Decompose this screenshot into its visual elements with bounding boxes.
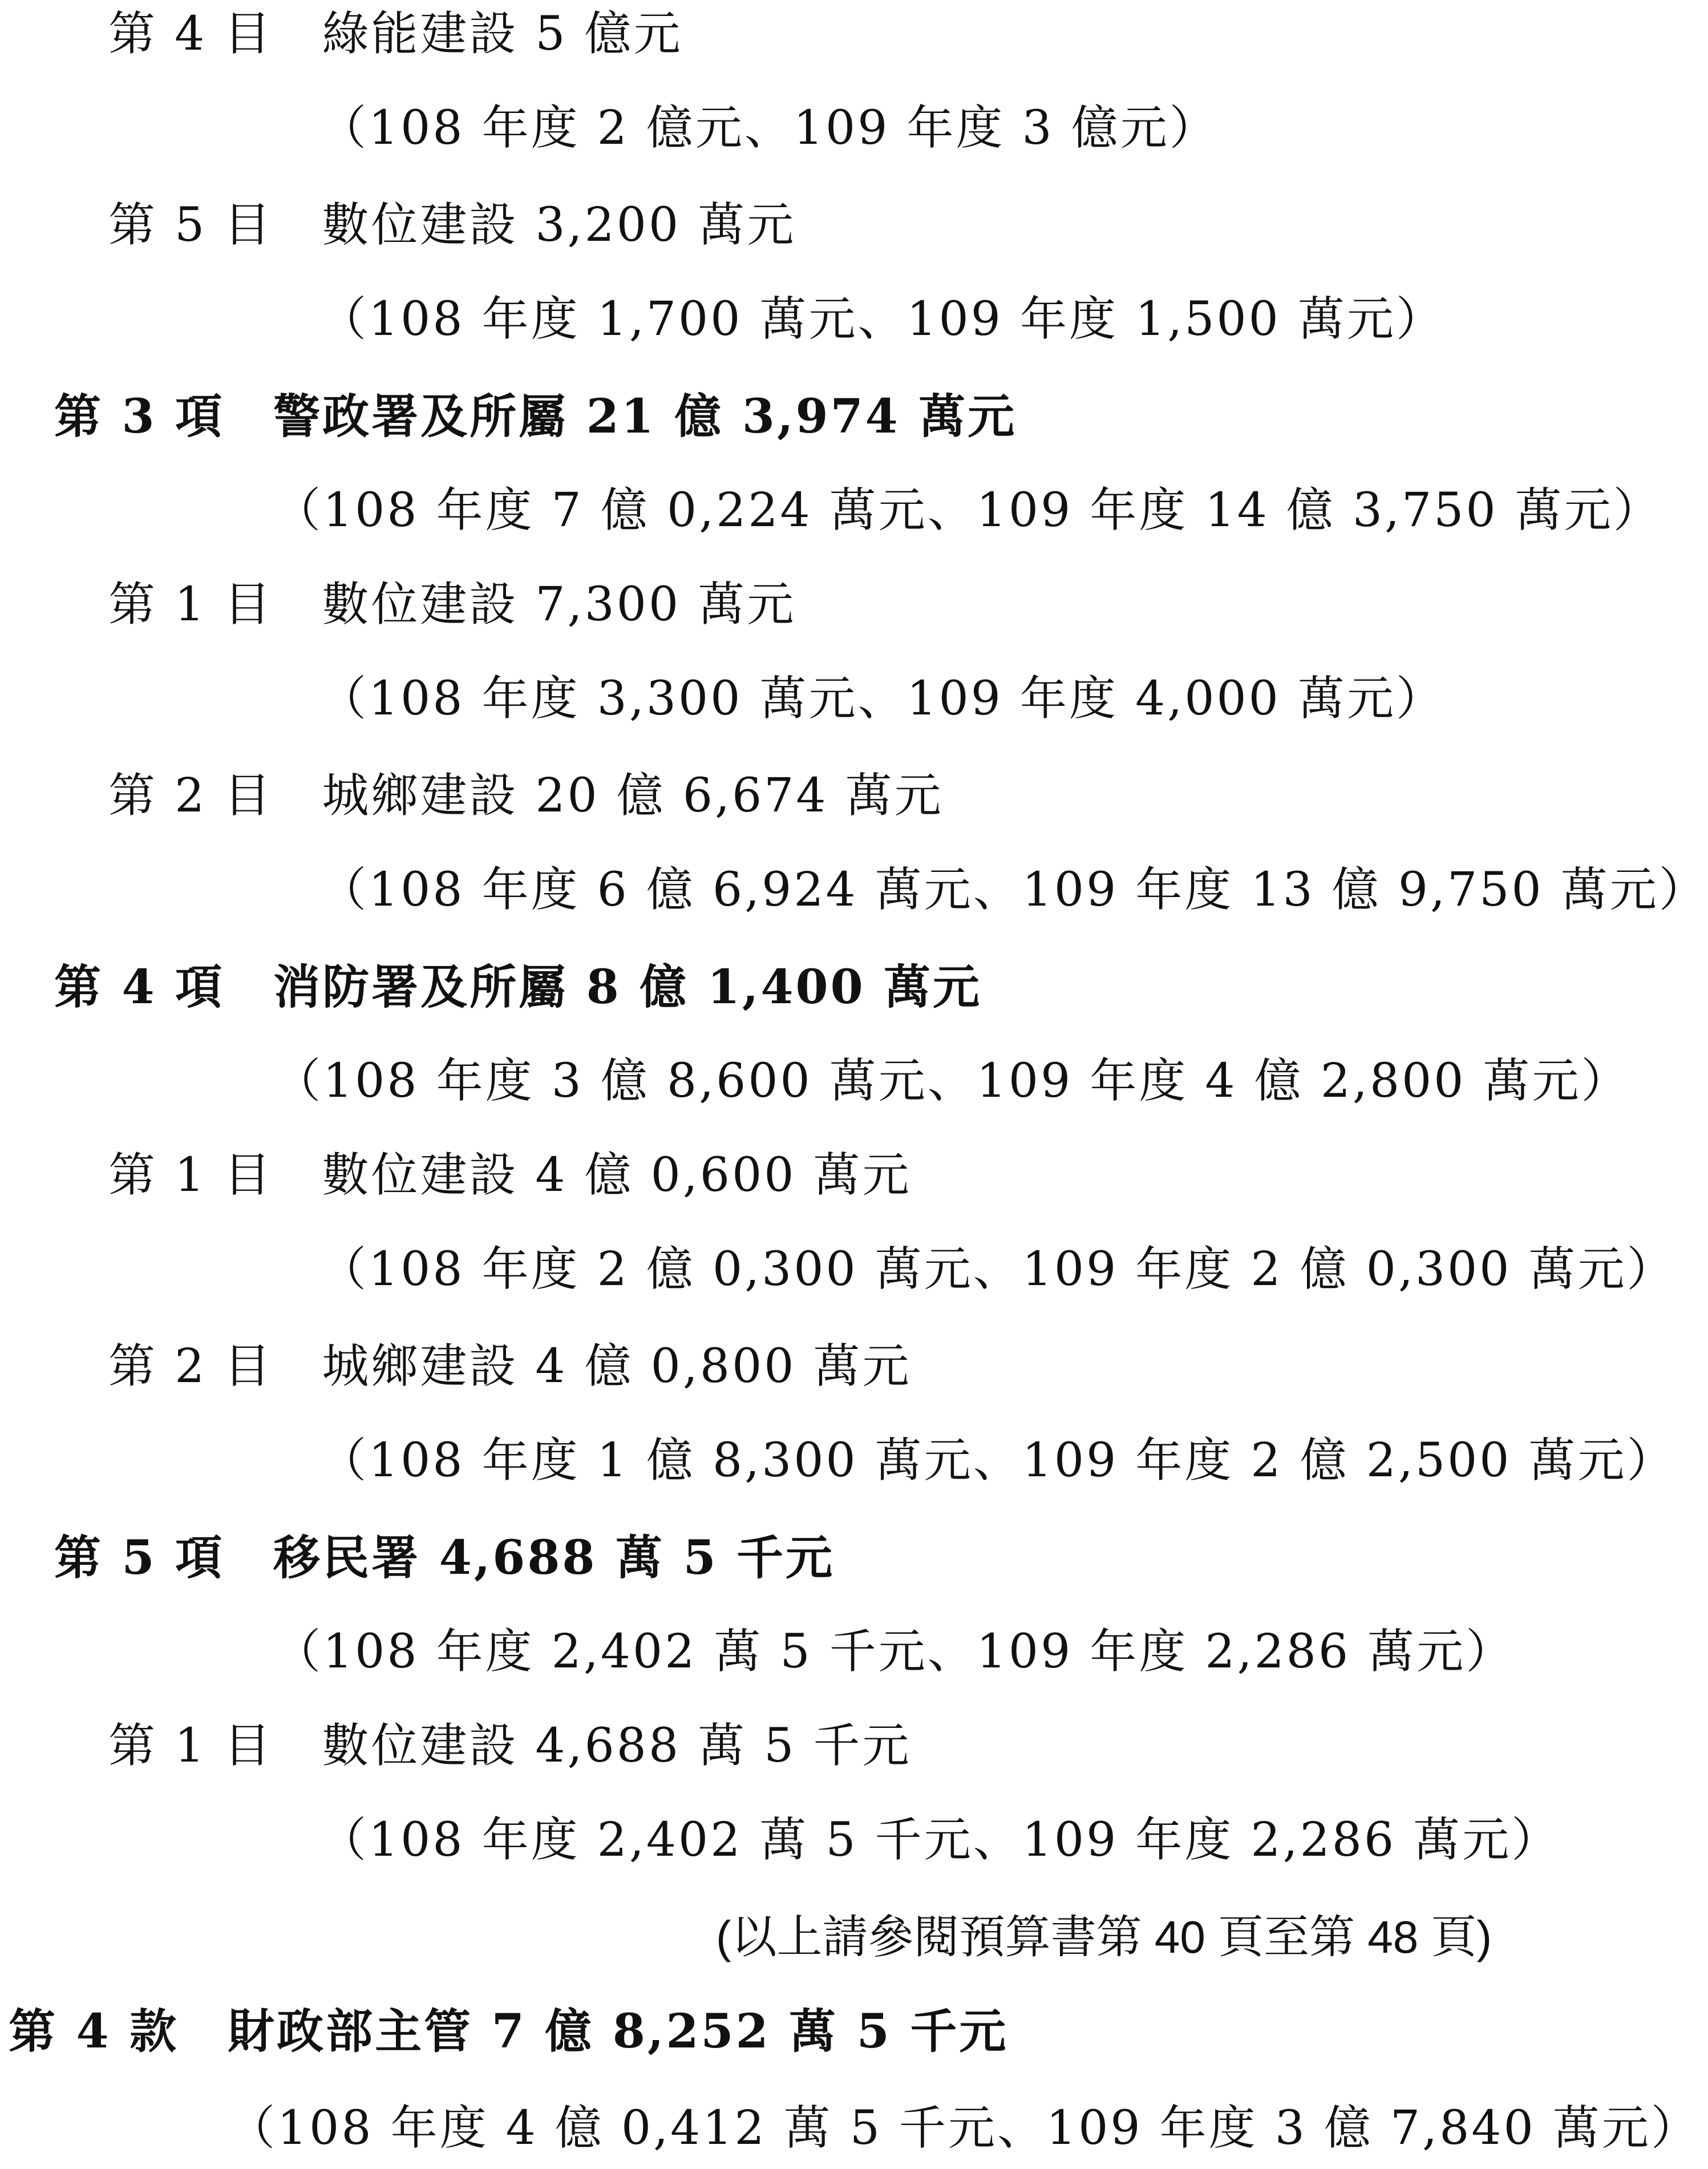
- item-4-green-energy: [108, 6, 683, 63]
- breakdown-text: （108 年度 2 億元、109 年度 3 億元）: [319, 101, 1219, 155]
- section-heading: 第 4 項: [54, 960, 225, 1015]
- breakdown-text: （108 年度 2,402 萬 5 千元、109 年度 2,286 萬元）: [319, 1813, 1561, 1867]
- section-4-item-2: [108, 1338, 912, 1395]
- section-3-item-1-breakdown: [319, 671, 1445, 728]
- item-text: 城鄉建設 20 億 6,674 萬元: [273, 769, 944, 823]
- breakdown-text: （108 年度 3,300 萬元、109 年度 4,000 萬元）: [319, 672, 1445, 726]
- section-5-breakdown: [274, 1623, 1515, 1681]
- item-text: 綠能建設 5 億元: [273, 7, 683, 61]
- breakdown-text: （108 年度 2,402 萬 5 千元、109 年度 2,286 萬元）: [274, 1625, 1515, 1679]
- breakdown-text: （108 年度 1 億 8,300 萬元、109 年度 2 億 2,500 萬元）: [319, 1433, 1676, 1488]
- item-heading: 第 2 目: [108, 1339, 273, 1394]
- item-heading: 第 4 目: [108, 7, 273, 61]
- item-heading: 第 1 目: [108, 577, 273, 632]
- breakdown-text: （108 年度 6 億 6,924 萬元、109 年度 13 億 9,750 萬元）: [319, 863, 1708, 917]
- item-heading: 第 2 目: [108, 769, 273, 823]
- breakdown-text: （108 年度 4 億 0,412 萬 5 千元、109 年度 3 億 7,840 萬元）: [228, 2101, 1700, 2155]
- section-3-police: [54, 388, 1017, 445]
- section-5-item-1-breakdown: [319, 1812, 1560, 1869]
- section-3-item-1: [108, 576, 796, 633]
- item-text: 數位建設 7,300 萬元: [273, 577, 796, 632]
- breakdown-text: （108 年度 3 億 8,600 萬元、109 年度 4 億 2,800 萬元）: [274, 1054, 1630, 1108]
- section-3-item-2-breakdown: [319, 862, 1708, 919]
- section-text: 警政署及所屬 21 億 3,974 萬元: [224, 389, 1017, 444]
- chapter-4-finance: [9, 2003, 1008, 2060]
- section-5-item-1: [108, 1718, 912, 1775]
- section-3-item-2: [108, 768, 944, 825]
- section-5-immigration: [54, 1529, 835, 1586]
- chapter-4-breakdown: [228, 2100, 1700, 2157]
- section-3-breakdown: [274, 482, 1662, 539]
- item-4-breakdown: [319, 100, 1219, 157]
- breakdown-text: （108 年度 2 億 0,300 萬元、109 年度 2 億 0,300 萬元）: [319, 1242, 1676, 1296]
- reference-text: (以上請參閱預算書第 40 頁至第 48 頁): [716, 1912, 1492, 1962]
- breakdown-text: （108 年度 1,700 萬元、109 年度 1,500 萬元）: [319, 292, 1445, 346]
- item-5-breakdown: [319, 291, 1445, 348]
- section-4-breakdown: [274, 1053, 1630, 1110]
- item-text: 數位建設 4 億 0,600 萬元: [273, 1148, 912, 1202]
- section-4-item-1: [108, 1147, 912, 1204]
- item-heading: 第 1 目: [108, 1719, 273, 1773]
- section-heading: 第 5 項: [54, 1530, 225, 1585]
- item-5-digital: [108, 197, 796, 254]
- section-text: 消防署及所屬 8 億 1,400 萬元: [224, 960, 982, 1015]
- item-heading: 第 5 目: [108, 198, 273, 252]
- item-text: 數位建設 4,688 萬 5 千元: [273, 1719, 912, 1773]
- section-heading: 第 3 項: [54, 389, 225, 444]
- chapter-heading: 第 4 款: [9, 2004, 179, 2059]
- item-text: 城鄉建設 4 億 0,800 萬元: [273, 1339, 912, 1394]
- section-4-item-1-breakdown: [319, 1241, 1676, 1298]
- item-text: 數位建設 3,200 萬元: [273, 198, 796, 252]
- item-heading: 第 1 目: [108, 1148, 273, 1202]
- section-text: 移民署 4,688 萬 5 千元: [224, 1530, 835, 1585]
- chapter-text: 財政部主管 7 億 8,252 萬 5 千元: [179, 2004, 1009, 2059]
- section-4-fire: [54, 959, 982, 1016]
- reference-note: [716, 1909, 1492, 1966]
- section-4-item-2-breakdown: [319, 1432, 1676, 1489]
- breakdown-text: （108 年度 7 億 0,224 萬元、109 年度 14 億 3,750 萬元）: [274, 483, 1662, 538]
